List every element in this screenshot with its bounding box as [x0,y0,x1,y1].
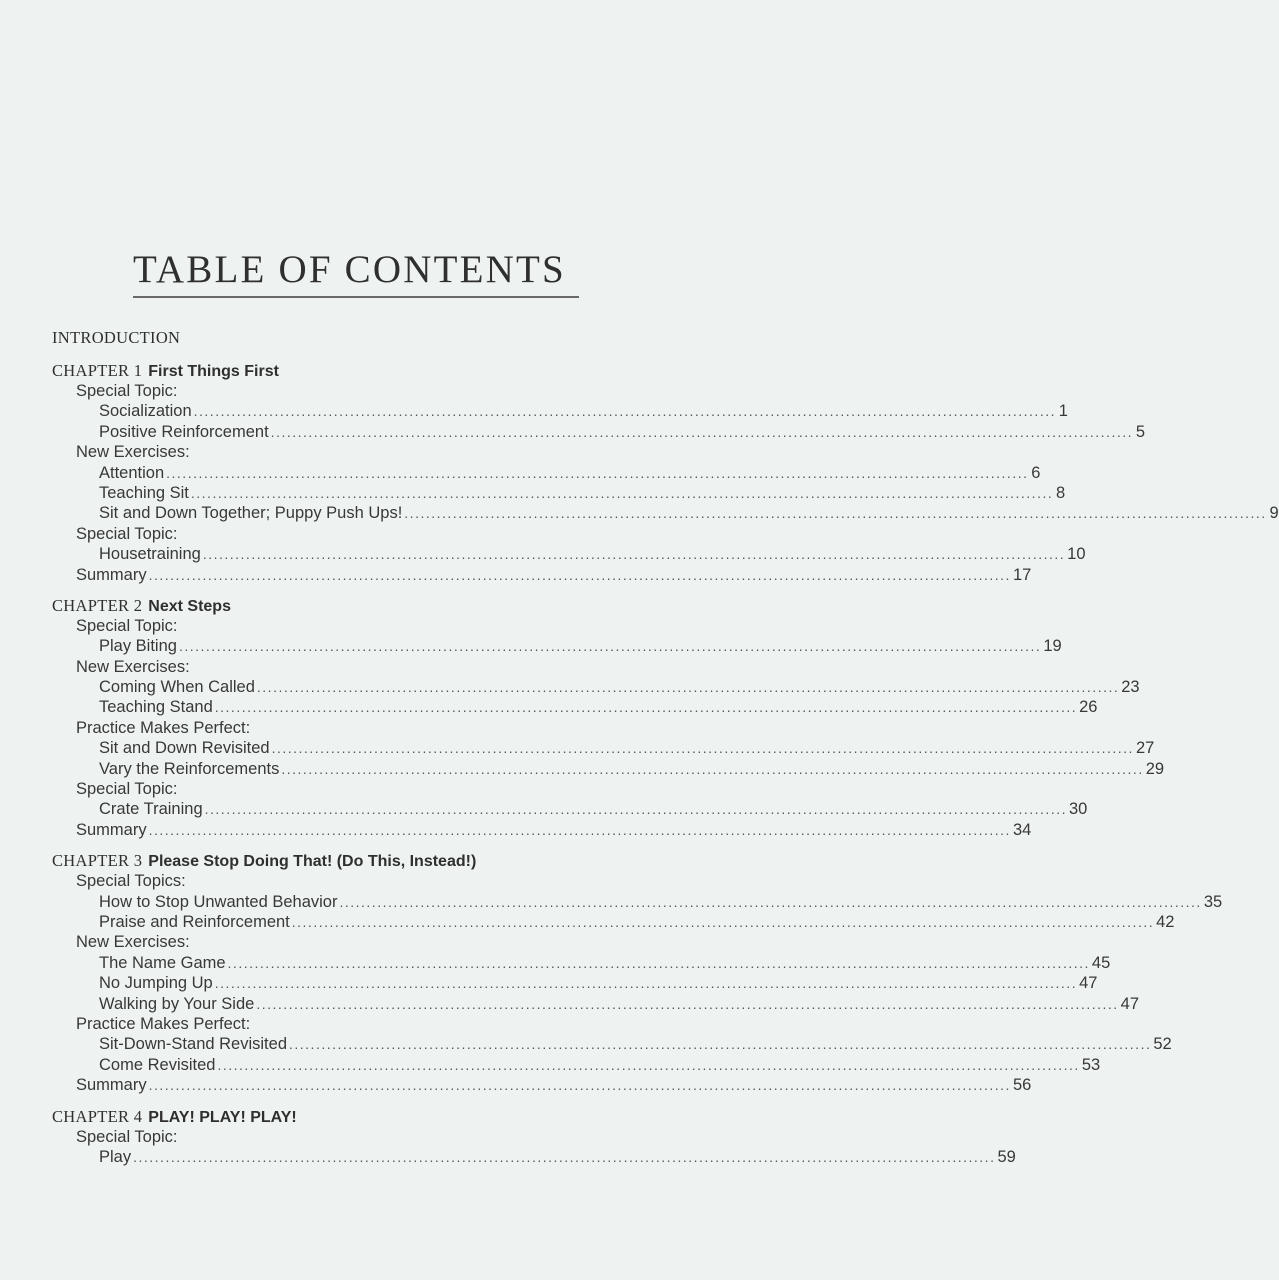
toc-entry [52,697,1098,717]
section-heading [52,524,642,544]
page-number: 47 [1079,974,1098,993]
dot-leader: ................................................................................................................................................................ [214,975,1078,992]
section-label: New Exercises: [76,657,190,676]
section-heading [52,932,642,952]
toc-entry [52,820,1032,840]
dot-leader: ................................................................................................................................................................ [193,403,1056,420]
entry-title: Sit-Down-Stand Revisited [99,1035,287,1054]
chapter-heading [52,595,642,616]
toc-entry [52,1055,1101,1075]
section-label: New Exercises: [76,933,190,952]
page-number: 30 [1068,800,1088,819]
dot-leader: ................................................................................................................................................................ [256,995,1119,1012]
page-number: 6 [1031,463,1041,482]
entry-title: Teaching Stand [99,698,213,717]
page-number: 10 [1067,545,1086,564]
entry-title: Play Biting [99,637,177,656]
page-number: 5 [1135,422,1146,441]
toc-entry [52,1075,1032,1095]
entry-title: Sit and Down Revisited [99,739,270,758]
dot-leader: ................................................................................................................................................................ [133,1148,996,1165]
page-number: 1 [1058,402,1068,421]
section-label: Special Topics: [76,872,186,891]
entry-title: Socialization [99,402,192,421]
page-number: 23 [1121,678,1140,697]
section-heading [52,1014,642,1034]
section-label: Special Topic: [76,524,178,543]
chapter-title: Please Stop Doing That! (Do This, Instead!) [148,853,477,871]
entry-title: How to Stop Unwanted Behavior [99,892,338,911]
page-number: 29 [1145,759,1165,778]
page-number: 9 [1269,504,1279,523]
section-heading [52,442,642,462]
toc-entry [52,1034,1172,1054]
page-number: 59 [997,1147,1016,1166]
section-label: Special Topic: [76,780,178,799]
entry-title: Sit and Down Together; Puppy Push Ups! [99,504,403,523]
page-number: 26 [1079,698,1098,717]
dot-leader: ................................................................................................................................................................ [148,566,1011,583]
page-number: 45 [1091,953,1111,972]
entry-title: Housetraining [99,545,201,564]
section-label: New Exercises: [76,443,190,462]
section-heading [52,381,642,401]
chapter-number: CHAPTER 3 [52,851,143,871]
dot-leader: ................................................................................................................................................................ [214,699,1078,716]
page-number: 17 [1012,565,1032,584]
dot-leader: ................................................................................................................................................................ [339,893,1202,910]
toc-introduction [52,326,642,350]
chapter-title: First Things First [148,363,279,380]
dot-leader: ................................................................................................................................................................ [270,423,1134,440]
toc-entry [52,544,1086,564]
section-heading [52,1127,642,1147]
dot-leader: ................................................................................................................................................................ [190,484,1054,501]
toc-entry [52,799,1088,819]
dot-leader: ................................................................................................................................................................ [227,954,1090,971]
toc-entry [52,401,1068,421]
section-heading [52,616,642,636]
chapter-number: CHAPTER 4 [52,1106,143,1126]
page-number: 56 [1012,1076,1032,1095]
chapter-number: CHAPTER 1 [52,361,143,380]
toc-entry [52,463,1041,483]
dot-leader: ................................................................................................................................................................ [148,821,1011,838]
dot-leader: ................................................................................................................................................................ [256,679,1120,696]
entry-title: Praise and Reinforcement [99,912,290,931]
entry-title: Attention [99,463,165,482]
toc-entry [52,1147,1016,1167]
section-label: Practice Makes Perfect: [76,718,251,737]
chapter-heading [52,850,642,871]
toc-entry [52,994,1140,1014]
section-heading [52,718,642,738]
page-number: 8 [1056,483,1066,502]
entry-title: Summary [76,565,147,584]
entry-title: Teaching Sit [99,483,189,502]
entry-title: The Name Game [99,953,226,972]
entry-title: Walking by Your Side [99,994,255,1013]
page-number: 35 [1203,892,1223,911]
toc-entry [52,565,1032,585]
section-label: Special Topic: [76,1127,178,1146]
section-heading [52,779,642,799]
dot-leader: ................................................................................................................................................................ [289,1036,1152,1053]
chapter-heading [52,360,642,381]
toc-entry [52,973,1098,993]
dot-leader: ................................................................................................................................................................ [178,638,1042,655]
page-number: 34 [1012,820,1032,839]
chapter-number: CHAPTER 2 [52,595,143,615]
entry-title: Come Revisited [99,1055,216,1074]
chapter-title: Next Steps [148,597,231,615]
section-label: Practice Makes Perfect: [76,1014,251,1033]
toc-entry [52,636,1062,656]
toc-entry [52,738,1155,758]
toc-entry [52,503,1279,523]
entry-title: Crate Training [99,800,203,819]
toc-entry [52,483,1066,503]
entry-title: Coming When Called [99,678,255,697]
chapter-title: PLAY! PLAY! PLAY! [148,1108,297,1126]
dot-leader: ................................................................................................................................................................ [281,760,1144,777]
section-heading [52,871,642,891]
entry-title: Summary [76,1076,147,1095]
entry-title: Summary [76,820,147,839]
section-heading [52,657,642,677]
page-number: 47 [1120,994,1140,1013]
toc-entry [52,677,1140,697]
page-number: 27 [1135,739,1155,758]
section-label: Special Topic: [76,616,178,635]
toc-entry [52,912,1175,932]
page-number: 52 [1153,1035,1172,1054]
page-number: 42 [1156,912,1175,931]
dot-leader: ................................................................................................................................................................ [202,546,1066,563]
page-title: TABLE OF CONTENTS [133,248,566,291]
toc-entry [52,422,1146,442]
dot-leader: ................................................................................................................................................................ [404,505,1267,522]
title-underline [133,296,579,298]
table-of-contents [52,326,1279,1167]
dot-leader: ................................................................................................................................................................ [148,1077,1011,1094]
page-number: 53 [1081,1055,1101,1074]
dot-leader: ................................................................................................................................................................ [291,913,1155,930]
entry-title: No Jumping Up [99,974,213,993]
introduction-label: INTRODUCTION [52,328,181,347]
dot-leader: ................................................................................................................................................................ [166,464,1029,481]
chapter-heading [52,1106,642,1127]
dot-leader: ................................................................................................................................................................ [204,801,1067,818]
toc-entry [52,953,1111,973]
entry-title: Vary the Reinforcements [99,759,280,778]
section-label: Special Topic: [76,382,178,400]
entry-title: Positive Reinforcement [99,422,269,441]
page-number: 19 [1043,637,1062,656]
toc-entry [52,759,1165,779]
toc-entry [52,892,1223,912]
dot-leader: ................................................................................................................................................................ [217,1056,1080,1073]
entry-title: Play [99,1147,132,1166]
dot-leader: ................................................................................................................................................................ [271,740,1134,757]
